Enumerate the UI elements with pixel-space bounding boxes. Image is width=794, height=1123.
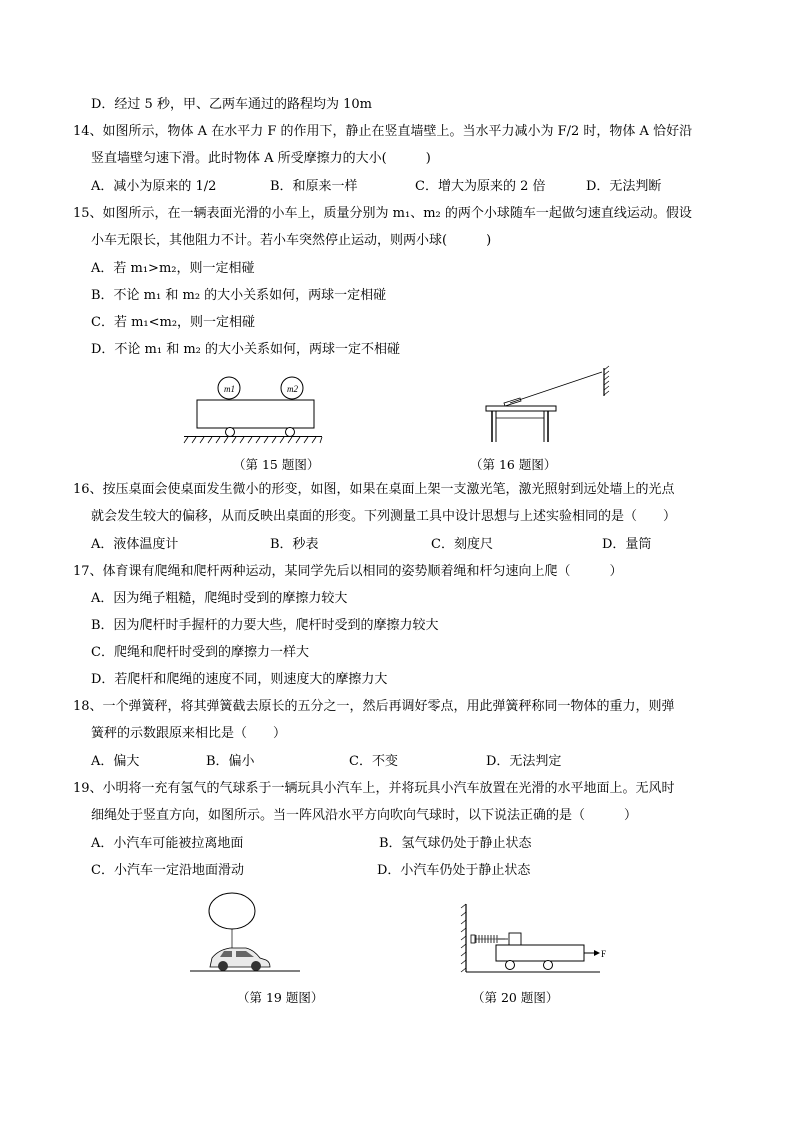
ball-m1-label: m1: [224, 384, 235, 394]
q15-option-b: B．不论 m₁ 和 m₂ 的大小关系如何，两球一定相碰: [91, 288, 387, 303]
figure-19-caption: （第 19 题图）: [237, 990, 324, 1005]
figure-15-cart: [180, 372, 330, 447]
q19-stem-line2: 细绳处于竖直方向，如图所示。当一阵风沿水平方向吹向气球时，以下说法正确的是（ ）: [91, 808, 638, 823]
q14-stem-line2: 竖直墙壁匀速下滑。此时物体 A 所受摩擦力的大小( ): [91, 151, 431, 166]
q16-stem-line1: 16、按压桌面会使桌面发生微小的形变，如图，如果在桌面上架一支激光笔，激光照射到远处墙上的光点: [73, 482, 675, 497]
q17-stem-line1: 17、体育课有爬绳和爬杆两种运动，某同学先后以相同的姿势顺着绳和杆匀速向上爬（ ）: [73, 564, 623, 579]
figure-20-spring-cart: [460, 900, 610, 980]
q16-option-a: A．液体温度计: [91, 537, 179, 552]
q16-stem-line2: 就会发生较大的偏移，从而反映出桌面的形变。下列测量工具中设计思想与上述实验相同的是（ ）: [91, 509, 677, 524]
q18-stem-line2: 簧秤的示数跟原来相比是（ ）: [91, 726, 287, 741]
q15-option-d: D．不论 m₁ 和 m₂ 的大小关系如何，两球一定不相碰: [91, 342, 401, 357]
q19-stem-line1: 19、小明将一充有氢气的气球系于一辆玩具小汽车上，并将玩具小汽车放置在光滑的水平地面上。无风时: [73, 781, 675, 796]
q15-option-c: C．若 m₁<m₂，则一定相碰: [91, 315, 256, 330]
q15-option-a: A．若 m₁>m₂，则一定相碰: [91, 261, 255, 276]
q15-stem-line2: 小车无限长，其他阻力不计。若小车突然停止运动，则两小球( ): [91, 233, 492, 248]
q14-option-d: D．无法判断: [586, 179, 662, 194]
q18-option-b: B．偏小: [206, 754, 255, 769]
figure-16-caption: （第 16 题图）: [470, 457, 557, 472]
q14-option-b: B．和原来一样: [270, 179, 358, 194]
q18-option-c: C．不变: [349, 754, 398, 769]
q13-option-d: D．经过 5 秒，甲、乙两车通过的路程均为 10m: [91, 97, 372, 112]
q17-option-b: B．因为爬杆时手握杆的力要大些，爬杆时受到的摩擦力较大: [91, 618, 439, 633]
force-f-label: F: [601, 949, 607, 959]
q18-stem-line1: 18、一个弹簧秤，将其弹簧截去原长的五分之一，然后再调好零点，用此弹簧秤称同一物体的重力，则弹: [73, 699, 675, 714]
ball-m2-label: m2: [287, 384, 298, 394]
figure-15-caption: （第 15 题图）: [233, 457, 320, 472]
q19-option-b: B．氢气球仍处于静止状态: [379, 836, 532, 851]
q16-option-b: B．秒表: [270, 537, 319, 552]
q14-option-a: A．减小为原来的 1/2: [91, 179, 217, 194]
figure-19-balloon-car: [190, 890, 310, 975]
q15-stem-line1: 15、如图所示，在一辆表面光滑的小车上，质量分别为 m₁、m₂ 的两个小球随车一起做匀速直线运动。假设: [73, 206, 692, 221]
figure-20-caption: （第 20 题图）: [472, 990, 559, 1005]
q18-option-a: A．偏大: [91, 754, 140, 769]
q18-option-d: D．无法判定: [486, 754, 562, 769]
q16-option-c: C．刻度尺: [431, 537, 493, 552]
q17-option-d: D．若爬杆和爬绳的速度不同，则速度大的摩擦力大: [91, 672, 388, 687]
q19-option-d: D．小汽车仍处于静止状态: [377, 863, 531, 878]
q14-stem-line1: 14、如图所示，物体 A 在水平力 F 的作用下，静止在竖直墙壁上。当水平力减小为 F/2 时，物体 A 恰好沿: [73, 124, 693, 139]
q17-option-a: A．因为绳子粗糙，爬绳时受到的摩擦力较大: [91, 591, 348, 606]
q19-option-c: C．小汽车一定沿地面滑动: [91, 863, 244, 878]
q17-option-c: C．爬绳和爬杆时受到的摩擦力一样大: [91, 645, 309, 660]
figure-16-table-laser: [480, 366, 615, 446]
q19-option-a: A．小汽车可能被拉离地面: [91, 836, 244, 851]
q14-option-c: C．增大为原来的 2 倍: [415, 179, 546, 194]
q16-option-d: D．量筒: [602, 537, 652, 552]
